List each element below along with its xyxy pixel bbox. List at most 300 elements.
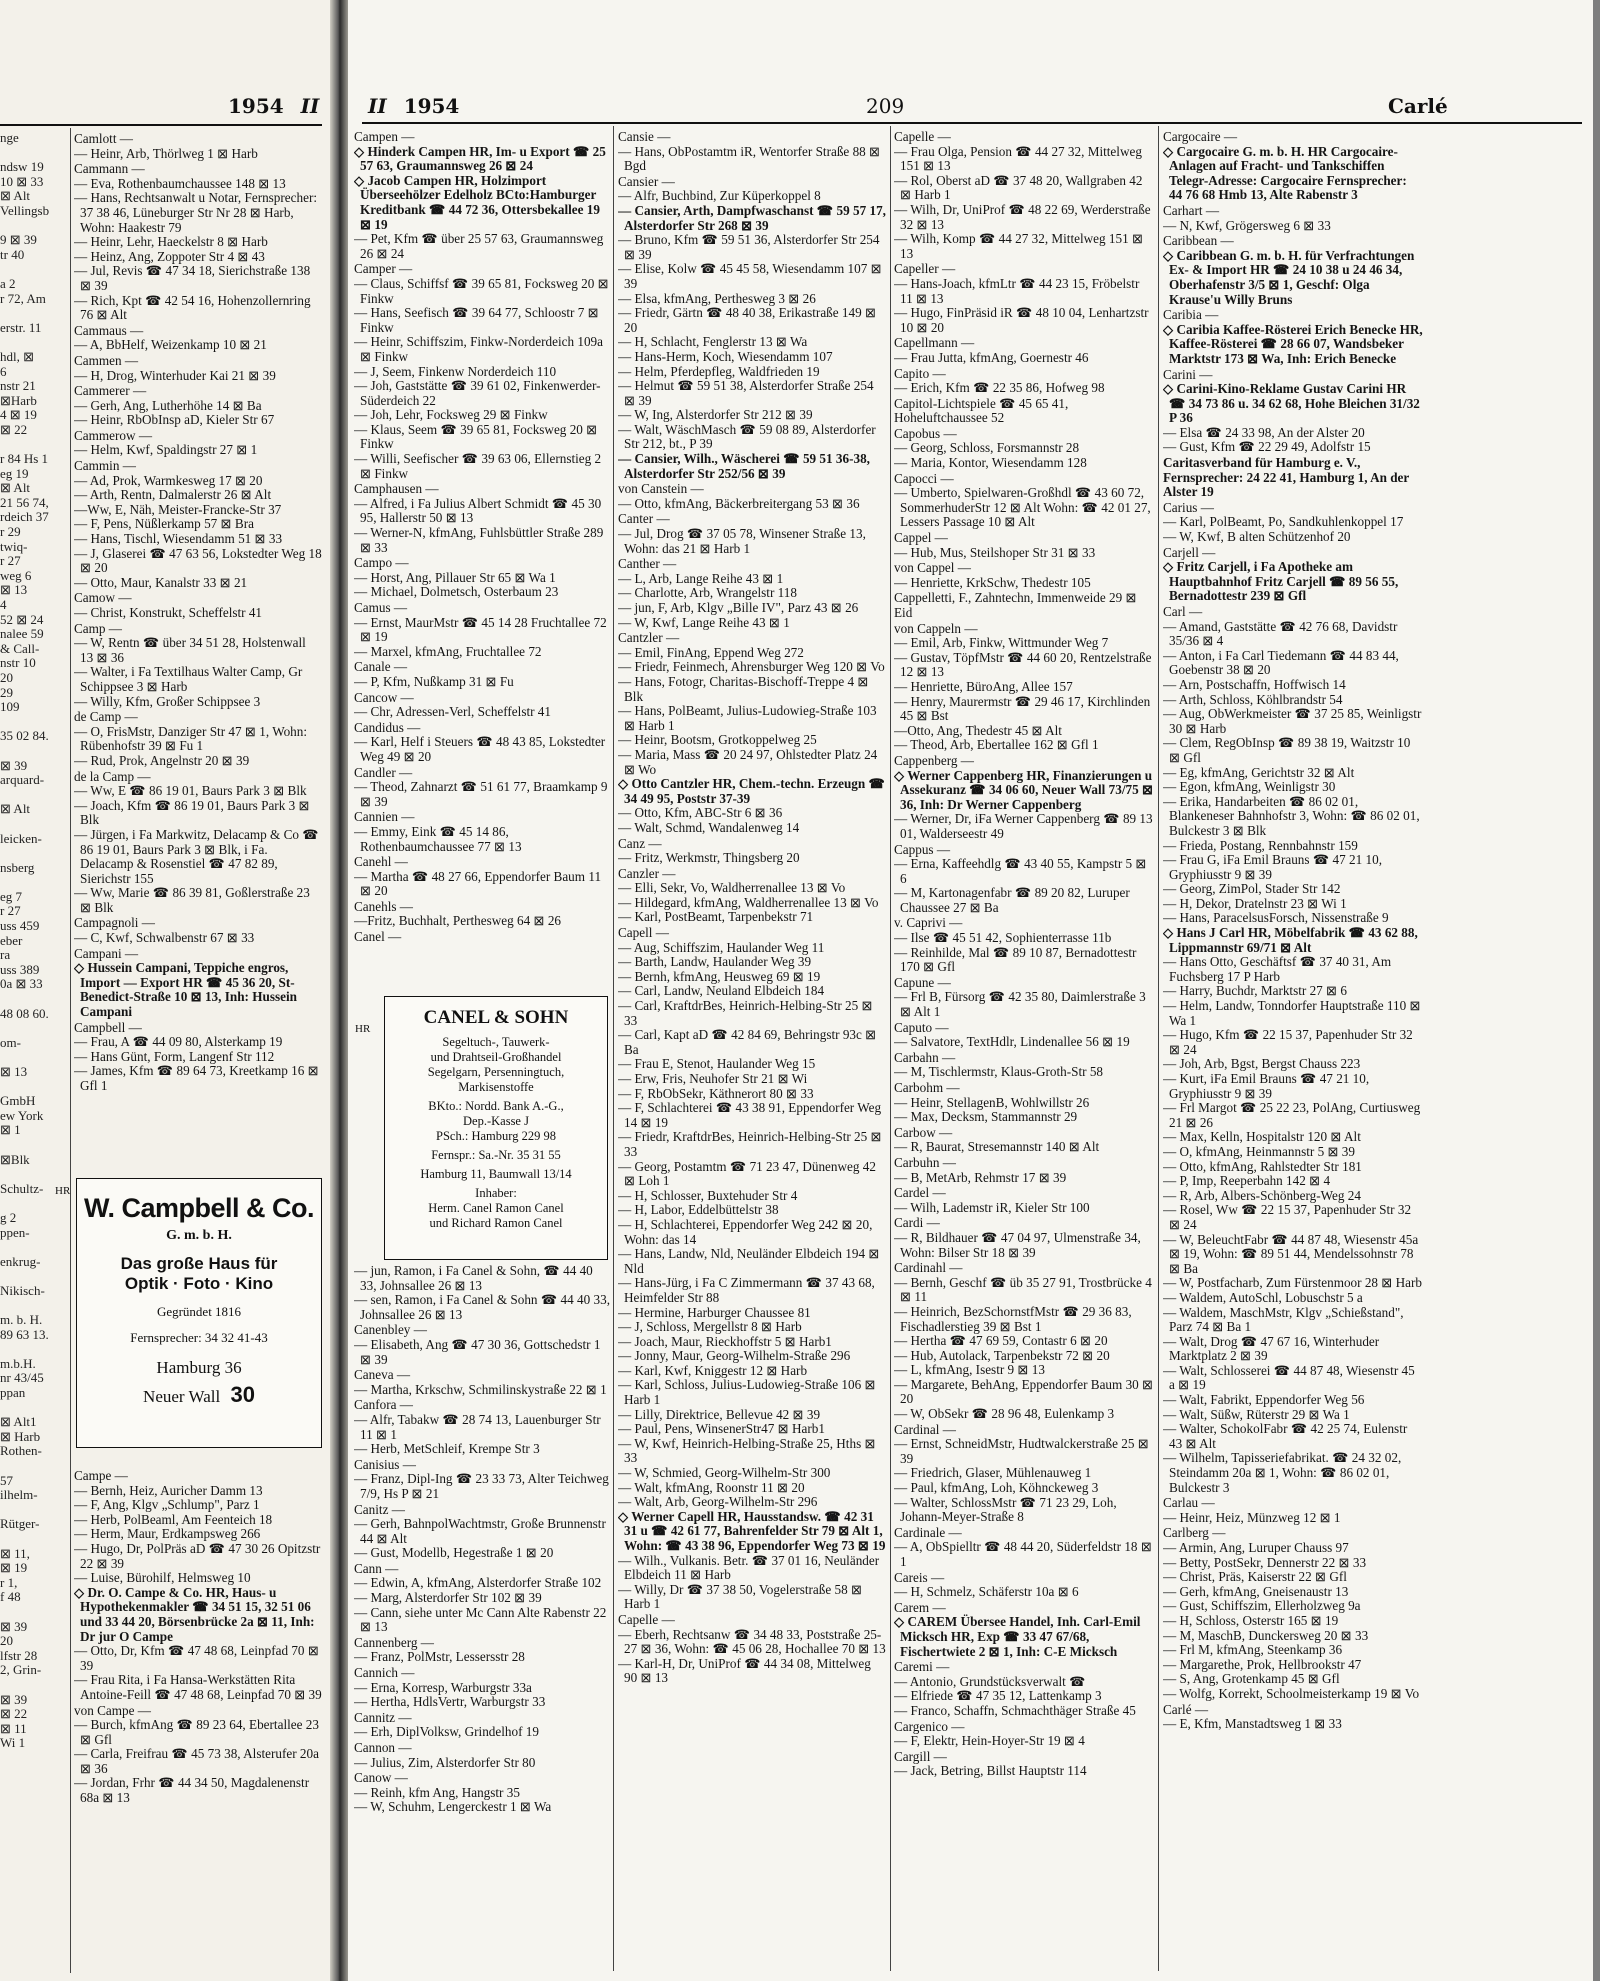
directory-entry: Campani — (74, 945, 139, 961)
directory-entry: Campagnoli — (74, 915, 155, 931)
stub-line (0, 715, 66, 730)
stub-line: nstr 10 (0, 655, 36, 671)
directory-entry: — H, Schmelz, Schäferstr 10a ⊠ 6 (894, 1584, 1079, 1600)
stub-line: g 2 (0, 1209, 17, 1225)
directory-entry: — Georg, Postamtm ☎ 71 23 47, Dünenweg 42 ⊠ Loh 1 (618, 1158, 876, 1189)
directory-entry: — H, Schlosser, Buxtehuder Str 4 (618, 1187, 798, 1203)
directory-entry: — Antonio, Grundstücksverwalt ☎ (894, 1673, 1086, 1689)
directory-entry: — Egon, kfmAng, Weinligstr 30 (1163, 779, 1336, 795)
directory-entry: — Margarethe, Prok, Hellbrookstr 47 (1163, 1656, 1362, 1672)
stub-line: 9 ⊠ 39 (0, 232, 37, 248)
directory-entry: — Frl M, kfmAng, Steenkamp 36 (1163, 1642, 1343, 1658)
stub-line: 89 63 13. (0, 1326, 49, 1342)
stub-line: ⊠ 13 (0, 582, 28, 598)
directory-entry: — Jack, Betring, Billst Hauptstr 114 (894, 1763, 1087, 1779)
canel-address: Hamburg 11, Baumwall 13/14 (420, 1167, 572, 1181)
stub-line: Rütger- (0, 1516, 40, 1532)
directory-entry: — Wilh, Dr, UniProf ☎ 48 22 69, Werderstraße 32 ⊠ 13 (894, 201, 1151, 232)
directory-entry: —Otto, Ang, Thedestr 45 ⊠ Alt (894, 722, 1062, 738)
directory-entry: — Gerh, BahnpolWachtmstr, Große Brunnenstr 44 ⊠ Alt (354, 1516, 606, 1546)
stub-line: 35 02 84. (0, 728, 49, 744)
directory-entry: — Theod, Zahnarzt ☎ 51 61 77, Braamkamp 9 ⊠ 39 (354, 779, 608, 809)
campbell-tagline-2: Optik · Foto · Kino (124, 1274, 274, 1293)
column-divider-2 (890, 126, 891, 1971)
directory-entry: — Otto, kfmAng, Bäckerbreitergang 53 ⊠ 36 (618, 495, 860, 511)
directory-entry: — Hans, PolBeamt, Julius-Ludowieg-Straße 103 ⊠ Harb 1 (618, 703, 877, 733)
directory-entry: — Cann, siehe unter Mc Cann Alte Rabenstr 22 ⊠ 13 (354, 1604, 607, 1635)
directory-entry: — Emmy, Eink ☎ 45 14 86, Rothenbaumchaussee 77 ⊠ 13 (354, 823, 522, 854)
stub-line: 48 08 60. (0, 1005, 49, 1021)
directory-entry: v. Caprivi — (894, 915, 963, 931)
directory-entry: — jun, F, Arb, Klgv „Bille IV", Parz 43 ⊠ 26 (618, 600, 859, 615)
directory-entry: Carini — (1163, 366, 1213, 382)
directory-entry: Canel — (354, 929, 402, 945)
directory-entry: Caputo — (894, 1019, 949, 1035)
directory-entry: — Henriette, BüroAng, Allee 157 (894, 678, 1073, 694)
directory-entry: — Bruno, Kfm ☎ 59 51 36, Alsterdorfer Str 254 ⊠ 39 (618, 232, 880, 262)
directory-entry: — Eg, kfmAng, Gerichtstr 32 ⊠ Alt (1163, 764, 1355, 780)
left-header-rule (0, 124, 322, 126)
catchword: Carlé (1388, 94, 1448, 118)
directory-entry: Camow — (74, 590, 132, 606)
directory-entry: — Walt, WäschMasch ☎ 59 08 89, Alsterdorfer Str 212, bt., P 39 (618, 421, 876, 452)
directory-entry: Cannien — (354, 809, 415, 825)
directory-entry: — Marxel, kfmAng, Fruchtallee 72 (354, 643, 542, 659)
directory-entry: — Hans, Rechtsanwalt u Notar, Fernsprecher: 37 38 46, Lüneburger Str Nr 28 ⊠ Harb, Wohn: Haakestr 79 (74, 190, 318, 235)
directory-entry: — Julius, Zim, Alsterdorfer Str 80 (354, 1754, 536, 1770)
stub-line: leicken- (0, 830, 42, 846)
directory-entry: — S, Ang, Grotenkamp 45 ⊠ Gfl (1163, 1671, 1340, 1687)
directory-entry: — Frau Rita, i Fa Hansa-Werkstätten Rita Antoine-Feill ☎ 47 48 68, Leinpfad 70 ⊠ 39 (74, 1672, 322, 1702)
directory-entry: — R, Bildhauer ☎ 47 04 97, Ulmenstraße 34, Wohn: Bilser Str 18 ⊠ 39 (894, 1229, 1141, 1260)
directory-entry: — Lilly, Direktrice, Bellevue 42 ⊠ 39 (618, 1406, 821, 1422)
directory-entry: Cammin — (74, 458, 136, 474)
directory-entry: — Barth, Landw, Haulander Weg 39 (618, 954, 812, 970)
directory-entry: — Karl, Kwf, Kniggestr 12 ⊠ Harb (618, 1362, 808, 1378)
directory-entry: ◇ Fritz Carjell, i Fa Apotheke am Hauptbahnhof Fritz Carjell ☎ 89 56 55, Bernadottestr 239 ⊠ Gfl (1163, 559, 1399, 604)
directory-entry: — Luise, Bürohilf, Helmsweg 10 (74, 1570, 251, 1586)
directory-entry: — Carla, Freifrau ☎ 45 73 38, Alsterufer 20a ⊠ 36 (74, 1746, 319, 1776)
stub-line: GmbH (0, 1093, 36, 1109)
directory-entry: — Walt, kfmAng, Roonstr 11 ⊠ 20 (618, 1479, 805, 1495)
directory-entry: — Armin, Ang, Luruper Chauss 97 (1163, 1540, 1349, 1555)
directory-entry: — Jordan, Frhr ☎ 44 34 50, Magdalenenstr 68a ⊠ 13 (74, 1775, 310, 1806)
directory-entry: — Georg, Schloss, Forsmannstr 28 (894, 440, 1080, 456)
directory-entry: Campbell — (74, 1019, 142, 1035)
directory-entry: — Heinr, Bootsm, Grotkoppelweg 25 (618, 732, 817, 748)
directory-entry: — Ad, Prok, Warmkesweg 17 ⊠ 20 (74, 472, 263, 488)
directory-entry: — Alfred, i Fa Julius Albert Schmidt ☎ 45 30 95, Hallerstr 50 ⊠ 13 (354, 495, 602, 526)
directory-entry: — J, Glaserei ☎ 47 63 56, Lokstedter Weg 18 ⊠ 20 (74, 545, 322, 576)
directory-entry: Campe — (74, 1468, 128, 1483)
directory-entry: — Georg, ZimPol, Stader Str 142 (1163, 881, 1341, 897)
directory-entry: — Franz, Dipl-Ing ☎ 23 33 73, Alter Teichweg 7/9, Hs P ⊠ 21 (354, 1471, 609, 1501)
campbell-advertisement (55, 1178, 322, 1448)
directory-entry: — Joh, Gaststätte ☎ 39 61 02, Finkenwerder-Süderdeich 22 (354, 378, 601, 408)
directory-entry: — Erich, Kfm ☎ 22 35 86, Hofweg 98 (894, 380, 1105, 396)
directory-entry: — Hildegard, kfmAng, Waldherrenallee 13 ⊠ Vo (618, 894, 879, 910)
directory-entry: — James, Kfm ☎ 89 64 73, Kreetkamp 16 ⊠ Gfl 1 (74, 1063, 319, 1093)
directory-entry: — J, Seem, Finkenw Norderdeich 110 (354, 363, 557, 379)
directory-entry: — Rud, Prok, Angelnstr 20 ⊠ 39 (74, 752, 250, 768)
stub-line: nsberg (0, 859, 35, 875)
directory-entry: — W, Schmied, Georg-Wilhelm-Str 300 (618, 1465, 831, 1481)
directory-entry: Camphausen — (354, 481, 439, 497)
directory-entry: — Paul, Pens, WinsenerStr47 ⊠ Harb1 (618, 1421, 825, 1437)
stub-line: erstr. 11 (0, 319, 42, 335)
directory-entry: — Claus, Schiffsf ☎ 39 65 81, Focksweg 20 ⊠ Finkw (354, 275, 609, 306)
stub-line: f 48 (0, 1589, 21, 1605)
book-gutter (330, 0, 348, 1981)
directory-entry: ◇ Carini-Kino-Reklame Gustav Carini HR ☎ 34 73 86 u. 34 62 68, Hohe Bleichen 31/32 P 36 (1163, 381, 1420, 426)
directory-entry: — W, Kwf, Lange Reihe 43 ⊠ 1 (618, 614, 790, 630)
directory-entry: — Walt, Süßw, Rüterstr 29 ⊠ Wa 1 (1163, 1406, 1350, 1422)
stub-line (0, 1299, 66, 1314)
stub-line: ⊠ 11, (0, 1545, 30, 1561)
campbell-founded: Gegründet 1816 (156, 1304, 242, 1319)
canel-advertisement (355, 996, 608, 1260)
stub-line (0, 1459, 66, 1474)
stub-line (0, 1050, 66, 1065)
directory-entry: Capobus — (894, 425, 957, 441)
directory-entry: — A, BbHelf, Weizenkamp 10 ⊠ 21 (74, 337, 267, 353)
directory-entry: — F, Schlachterei ☎ 43 38 91, Eppendorfer Weg 14 ⊠ 19 (618, 1100, 882, 1130)
directory-entry: — Pet, Kfm ☎ über 25 57 63, Graumannsweg 26 ⊠ 24 (354, 231, 604, 261)
directory-entry: — W, Kwf, Heinrich-Helbing-Straße 25, Hths ⊠ 33 (618, 1435, 876, 1466)
directory-entry: — Salvatore, TextHdlr, Lindenallee 56 ⊠ 19 (894, 1034, 1130, 1050)
directory-entry: — Ernst, MaurMstr ☎ 45 14 28 Fruchtallee 72 ⊠ 19 (354, 614, 607, 645)
directory-entry: — Max, Decksm, Stammannstr 29 (894, 1109, 1078, 1125)
stub-line: 4 (0, 597, 7, 612)
stub-line: Wi 1 (0, 1735, 26, 1751)
directory-entry: — Erh, DiplVolksw, Grindelhof 19 (354, 1724, 539, 1740)
directory-entry: — Harry, Buchdr, Marktstr 27 ⊠ 6 (1163, 983, 1347, 999)
stub-line (0, 1080, 66, 1095)
campbell-city: Hamburg 36 (156, 1358, 242, 1377)
stub-line: nstr 21 (0, 378, 36, 394)
directory-entry: Cargenico — (894, 1718, 965, 1734)
directory-entry: ◇ Hussein Campani, Teppiche engros, Import — Export HR ☎ 45 36 20, St-Benedict-Straße 10 ⊠ 13, Inh: Hussein Campani (74, 960, 297, 1020)
stub-line: nge (0, 131, 19, 145)
stub-line: ra (0, 947, 11, 963)
directory-entry: Carbuhn — (894, 1154, 956, 1170)
directory-entry: — Hugo, Dr, PolPräs aD ☎ 47 30 26 Opitzstr 22 ⊠ 39 (74, 1540, 321, 1571)
directory-entry: Cargocaire — (1163, 129, 1238, 144)
stub-line: ⊠Blk (0, 1151, 30, 1167)
directory-entry: — Frau G, iFa Emil Brauns ☎ 47 21 10, Gryphiusstr 9 ⊠ 39 (1163, 852, 1382, 882)
directory-entry: Cappelletti, F., Zahntechn, Immenweide 29 ⊠ Eid (894, 590, 1137, 620)
directory-entry: — Martha ☎ 48 27 66, Eppendorfer Baum 11 ⊠ 20 (354, 868, 602, 899)
directory-entry: — Umberto, Spielwaren-Großhdl ☎ 43 60 72, SommerhuderStr 12 ⊠ Alt Wohn: ☎ 42 01 27, Lessers Passage 10 ⊠ Alt (894, 485, 1151, 530)
directory-entry: — Wolfg, Korrekt, Schoolmeisterkamp 19 ⊠ Vo (1163, 1685, 1420, 1701)
directory-entry: Capito — (894, 365, 946, 381)
directory-entry: — Cansier, Wilh., Wäscherei ☎ 59 51 36-38, Alsterdorfer Str 252/56 ⊠ 39 (618, 451, 870, 481)
directory-entry: ◇ Caribbean G. m. b. H. für Verfrachtungen Ex- & Import HR ☎ 24 10 38 u 24 46 34, Oberhafenstr 3/5 ⊠ 1, Geschf: Olga Krause'u Willy Bruns (1163, 247, 1415, 307)
directory-entry: — Paul, kfmAng, Loh, Köhnckeweg 3 (894, 1480, 1099, 1496)
directory-entry: ◇ Cargocaire G. m. b. H. HR Cargocaire-Anlagen auf Fracht- und Tankschiffen Telegr-Adresse: Cargocaire Fernsprecher: 44 76 68 Hmb 13, Alte Rabenstr 3 (1163, 143, 1407, 203)
directory-entry: — F, Elektr, Hein-Hoyer-Str 19 ⊠ 4 (894, 1733, 1085, 1749)
directory-entry: — Wilhelm, Tapisseriefabrikat. ☎ 24 32 02, Steindamm 20a ⊠ 1, Wohn: ☎ 86 02 01, Bulckestr 3 (1163, 1450, 1402, 1495)
directory-entry: Cammann — (74, 161, 145, 177)
stub-line: m. b. H. (0, 1312, 43, 1328)
stub-line: ⊠ 39 (0, 1618, 28, 1634)
directory-entry: — R, Arb, Albers-Schönberg-Weg 24 (1163, 1187, 1361, 1203)
directory-entry: — P, Imp, Reeperbahn 142 ⊠ 4 (1163, 1173, 1331, 1189)
directory-entry: — Ilse ☎ 45 51 42, Sophienterrasse 11b (894, 930, 1112, 946)
directory-entry: — Hermine, Harburger Chaussee 81 (618, 1304, 811, 1320)
directory-entry: — Hub, Mus, Steilshoper Str 31 ⊠ 33 (894, 544, 1096, 560)
directory-entry: Cardinal — (894, 1421, 956, 1437)
directory-entry: — Frieda, Postang, Rennbahnstr 159 (1163, 837, 1358, 853)
stub-line: uss 389 (0, 961, 40, 977)
stub-line: 10 ⊠ 33 (0, 173, 44, 189)
stub-line: nr 43/45 (0, 1370, 44, 1386)
directory-entry: — Cansier, Arth, Dampfwaschanst ☎ 59 57 17, Alsterdorfer Str 268 ⊠ 39 (618, 202, 886, 233)
stub-line: 109 (0, 699, 20, 715)
directory-entry: — Frau Jutta, kfmAng, Goernestr 46 (894, 349, 1089, 365)
directory-entry: — Friedrich, Glaser, Mühlenauweg 1 (894, 1465, 1092, 1481)
directory-entry: Carlé — (1163, 1701, 1209, 1717)
stub-line: ⊠ 39 (0, 1691, 28, 1707)
stub-line (0, 875, 66, 890)
directory-entry: — Elsa, kfmAng, Perthesweg 3 ⊠ 26 (618, 290, 816, 306)
directory-entry: Capocci — (894, 470, 954, 486)
directory-entry: — Elisabeth, Ang ☎ 47 30 36, Gottschedstr 1 ⊠ 39 (354, 1336, 601, 1367)
stub-line (0, 1167, 66, 1182)
directory-entry: — Frau, A ☎ 44 09 80, Alsterkamp 19 (74, 1034, 283, 1050)
directory-entry: — Arth, Schloss, Köhlbrandstr 54 (1163, 691, 1343, 707)
right-page-header-left (368, 94, 459, 118)
campbell-name: W. Campbell & Co. (83, 1193, 315, 1223)
directory-entry: — P, Kfm, Nußkamp 31 ⊠ Fu (354, 673, 514, 689)
directory-entry: Canter — (618, 511, 670, 527)
directory-entry: Canz — (618, 835, 662, 851)
directory-entry: — Walt, Drog ☎ 47 67 16, Winterhuder Marktplatz 2 ⊠ 39 (1163, 1333, 1380, 1364)
canel-line-2: und Drahtseil-Großhandel (430, 1050, 562, 1064)
directory-entry: — M, MaschB, Dunckersweg 20 ⊠ 33 (1163, 1627, 1369, 1643)
directory-entry: — Theod, Arb, Ebertallee 162 ⊠ Gfl 1 (894, 737, 1099, 753)
stub-line (0, 1138, 66, 1153)
directory-entry: Capeller — (894, 261, 956, 277)
directory-entry: — Bernh, Geschf ☎ üb 35 27 91, Trostbrücke 4 ⊠ 11 (894, 1274, 1152, 1305)
stub-line: ⊠ 13 (0, 1064, 28, 1079)
stub-line (0, 437, 66, 452)
canel-owners-2: und Richard Ramon Canel (429, 1216, 563, 1230)
stub-line (0, 1240, 66, 1255)
directory-entry: Camp — (74, 620, 122, 636)
directory-entry: Canenbley — (354, 1322, 427, 1338)
directory-entry: ◇ Otto Cantzler HR, Chem.-techn. Erzeugn ☎ 34 49 95, Poststr 37-39 (618, 776, 885, 806)
stub-line: 57 (0, 1472, 13, 1488)
directory-entry: — H, Drog, Winterhuder Kai 21 ⊠ 39 (74, 367, 276, 383)
directory-entry: — Hans, Seefisch ☎ 39 64 77, Schloostr 7 ⊠ Finkw (354, 305, 599, 335)
directory-entry: Camlott — (74, 131, 133, 146)
stub-line: ⊠ 11 (0, 1720, 27, 1736)
directory-entry: — Arn, Postschaffn, Hoffwisch 14 (1163, 676, 1346, 692)
directory-entry: Cansier — (618, 173, 675, 189)
stub-line: ⊠ 39 (0, 757, 28, 773)
directory-entry: — Michael, Dolmetsch, Osterbaum 23 (354, 584, 559, 600)
stub-line (0, 306, 66, 321)
directory-entry: — Erna, Kaffeehdlg ☎ 43 40 55, Kampstr 5 ⊠ 6 (894, 856, 1147, 886)
directory-entry: Carbahn — (894, 1049, 956, 1065)
directory-entry: — Willy, Dr ☎ 37 38 50, Vogelerstraße 58 ⊠ Harb 1 (618, 1581, 863, 1612)
stub-line: Rothen- (0, 1443, 42, 1459)
directory-entry: — Betty, PostSekr, Dennerstr 22 ⊠ 33 (1163, 1554, 1367, 1570)
directory-entry: Canzler — (618, 865, 676, 881)
directory-entry: Capune — (894, 974, 951, 990)
directory-entry: Capellmann — (894, 335, 975, 351)
directory-entry: Capitol-Lichtspiele ☎ 45 65 41, Hoheluftchaussee 52 (894, 395, 1069, 426)
campbell-tagline-1: Das große Haus für (120, 1254, 278, 1273)
stub-line: 20 (0, 669, 13, 685)
column-2-entries (354, 129, 610, 986)
directory-entry: — Horst, Ang, Pillauer Str 65 ⊠ Wa 1 (354, 569, 556, 585)
directory-entry: — H, Schlachterei, Eppendorfer Weg 242 ⊠ 20, Wohn: das 14 (618, 1216, 873, 1247)
directory-entry: — Otto, kfmAng, Rahlstedter Str 181 (1163, 1158, 1362, 1174)
directory-entry: — Walt, Schlosserei ☎ 44 87 48, Wiesenstr 45 a ⊠ 19 (1163, 1362, 1415, 1393)
stub-line: eg 7 (0, 888, 23, 904)
directory-entry: — Hugo, Kfm ☎ 22 15 37, Papenhuder Str 32 ⊠ 24 (1163, 1027, 1413, 1057)
directory-entry: — Gust, Schiffszim, Ellerholzweg 9a (1163, 1598, 1361, 1614)
directory-entry: — Clem, RegObInsp ☎ 89 38 19, Waitzstr 10 ⊠ Gfl (1163, 735, 1411, 765)
directory-entry: — Walt, Schmd, Wandalenweg 14 (618, 819, 800, 835)
directory-entry: — jun, Ramon, i Fa Canel & Sohn, ☎ 44 40 33, Johnsallee 26 ⊠ 13 (354, 1264, 593, 1293)
directory-entry: Canehl — (354, 854, 408, 870)
directory-entry: — Kurt, iFa Emil Brauns ☎ 47 21 10, Gryphiusstr 9 ⊠ 39 (1163, 1071, 1370, 1101)
directory-entry: — sen, Ramon, i Fa Canel & Sohn ☎ 44 40 33, Johnsallee 26 ⊠ 13 (354, 1292, 610, 1322)
stub-line: ⊠ Alt (0, 188, 31, 204)
directory-entry: — Reinh, kfm Ang, Hangstr 35 (354, 1784, 520, 1800)
directory-entry: — W, ObSekr ☎ 28 96 48, Eulenkamp 3 (894, 1406, 1115, 1422)
directory-entry: — H, Schlacht, Fenglerstr 13 ⊠ Wa (618, 334, 808, 350)
directory-entry: — Eva, Rothenbaumchaussee 148 ⊠ 13 (74, 175, 286, 191)
directory-entry: Canfora — (354, 1397, 413, 1413)
directory-entry: — Helm, Kwf, Spaldingstr 27 ⊠ 1 (74, 442, 258, 458)
column-divider-1 (613, 126, 614, 1971)
stub-line: r 29 (0, 524, 21, 540)
directory-entry: — Alfr, Buchbind, Zur Küperkoppel 8 (618, 188, 821, 204)
directory-entry: ◇ Caribia Kaffee-Rösterei Erich Benecke HR, Kaffee-Rösterei ☎ 28 66 07, Wandsbeker Marktstr 173 ⊠ Wa, Inh: Erich Benecke (1163, 321, 1423, 366)
directory-entry: — Franco, Schaffn, Schmachthäger Straße 45 (894, 1702, 1136, 1718)
directory-entry: — Frau Olga, Pension ☎ 44 27 32, Mittelweg 151 ⊠ 13 (894, 143, 1142, 174)
stub-line: ew York (0, 1107, 44, 1123)
directory-entry: — Willi, Seefischer ☎ 39 63 06, Ellernstieg 2 ⊠ Finkw (354, 451, 602, 481)
directory-entry: von Campe — (74, 1702, 151, 1718)
directory-entry: — Walt, Fabrikt, Eppendorfer Weg 56 (1163, 1392, 1365, 1408)
directory-entry: — Heinz, Ang, Zoppoter Str 4 ⊠ 43 (74, 248, 265, 264)
stub-line: ndsw 19 (0, 159, 44, 175)
directory-entry: — Werner, Dr, iFa Werner Cappenberg ☎ 89 13 01, Walderseestr 49 (894, 811, 1153, 841)
page-number: 209 (866, 94, 905, 118)
stub-line: om- (0, 1034, 21, 1050)
directory-entry: — Otto, Maur, Kanalstr 33 ⊠ 21 (74, 574, 248, 590)
directory-entry: — F, Ang, Klgv „Schlump", Parz 1 (74, 1497, 260, 1513)
directory-entry: — N, Kwf, Grögersweg 6 ⊠ 33 (1163, 217, 1331, 233)
directory-entry: Candidus — (354, 719, 421, 735)
directory-entry: — Charlotte, Arb, Wrangelstr 118 (618, 585, 797, 601)
directory-entry: Carbow — (894, 1124, 953, 1140)
stub-line: r 72, Am (0, 290, 46, 306)
directory-entry: Cardinale — (894, 1524, 962, 1540)
directory-entry: — Helm, Landw, Tonndorfer Hauptstraße 110 ⊠ Wa 1 (1163, 998, 1421, 1028)
directory-entry: — Margarete, BehAng, Eppendorfer Baum 30 ⊠ 20 (894, 1376, 1154, 1407)
directory-entry: — Hertha ☎ 47 69 59, Contastr 6 ⊠ 20 (894, 1333, 1108, 1349)
directory-entry: — Waldem, AutoSchl, Lobuschstr 5 a (1163, 1289, 1363, 1305)
directory-entry: — Otto, Dr, Kfm ☎ 47 48 68, Leinpfad 70 ⊠ 39 (74, 1643, 319, 1673)
directory-entry: — Hans, Fotogr, Charitas-Bischoff-Treppe 4 ⊠ Blk (618, 673, 869, 704)
directory-entry: — Ww, E ☎ 86 19 01, Baurs Park 3 ⊠ Blk (74, 783, 307, 799)
directory-entry: — Chr, Adressen-Verl, Scheffelstr 41 (354, 704, 551, 720)
directory-entry: — Gerh, kfmAng, Gneisenaustr 13 (1163, 1583, 1349, 1599)
directory-entry: — Emil, Arb, Finkw, Wittmunder Weg 7 (894, 635, 1109, 651)
stub-line (0, 1401, 66, 1416)
directory-entry: — M, Tischlermstr, Klaus-Groth-Str 58 (894, 1064, 1104, 1080)
directory-entry: — Maria, Mass ☎ 20 24 97, Ohlstedter Platz 24 ⊠ Wo (618, 746, 878, 777)
stub-line: r 27 (0, 553, 21, 569)
directory-entry: — Gust, Modellb, Hegestraße 1 ⊠ 20 (354, 1545, 554, 1561)
column-3-entries (618, 129, 886, 1974)
directory-entry: — A, ObSpielltr ☎ 48 44 20, Süderfeldstr 18 ⊠ 1 (894, 1539, 1152, 1569)
stub-line: 52 ⊠ 24 (0, 611, 44, 627)
directory-entry: — Herm, Maur, Erdkampsweg 266 (74, 1526, 261, 1542)
directory-entry: Cancow — (354, 689, 414, 705)
directory-entry: — Anton, i Fa Carl Tiedemann ☎ 44 83 44, Goebenstr 38 ⊠ 20 (1163, 647, 1399, 678)
stub-line (0, 817, 66, 832)
directory-entry: Caribbean — (1163, 233, 1234, 249)
directory-entry: —Fritz, Buchhalt, Perthesweg 64 ⊠ 26 (354, 913, 562, 929)
directory-entry: Caritasverband für Hamburg e. V., Fernsprecher: 24 22 41, Hamburg 1, An der Alster 19 (1163, 455, 1410, 500)
directory-entry: de Camp — (74, 709, 138, 725)
directory-entry: — Burch, kfmAng ☎ 89 23 64, Ebertallee 23 ⊠ Gfl (74, 1717, 319, 1747)
directory-entry: de la Camp — (74, 768, 151, 784)
directory-entry: ◇ Hinderk Campen HR, Im- u Export ☎ 25 57 63, Graumannsweg 26 ⊠ 24 (354, 143, 606, 174)
directory-entry: — Gerh, Ang, Lutherhöhe 14 ⊠ Ba (74, 397, 262, 413)
directory-entry: — Gustav, TöpfMstr ☎ 44 60 20, Rentzelstraße 12 ⊠ 13 (894, 649, 1152, 680)
directory-entry: — Wilh, Komp ☎ 44 27 32, Mittelweg 151 ⊠ 13 (894, 231, 1144, 261)
directory-entry: Canisius — (354, 1456, 416, 1472)
stub-line: ⊠ 22 (0, 421, 28, 437)
directory-entry: — L, Arb, Lange Reihe 43 ⊠ 1 (618, 570, 784, 586)
directory-entry: — Bernh, kfmAng, Heusweg 69 ⊠ 19 (618, 968, 821, 984)
directory-entry: — Rosel, Ww ☎ 22 15 37, Papenhuder Str 32 ⊠ 24 (1163, 1202, 1412, 1232)
directory-entry: — Elise, Kolw ☎ 45 45 58, Wiesendamm 107 ⊠ 39 (618, 261, 882, 291)
directory-entry: Campo — (354, 555, 409, 571)
directory-entry: Canther — (618, 556, 677, 572)
directory-entry: Carlberg — (1163, 1525, 1226, 1541)
directory-entry: — Joach, Kfm ☎ 86 19 01, Baurs Park 3 ⊠ Blk (74, 797, 310, 828)
stub-line (0, 1678, 66, 1693)
directory-entry: — Karl, PolBeamt, Po, Sandkuhlenkoppel 17 (1163, 514, 1404, 530)
directory-entry: Cantzler — (618, 630, 680, 646)
canel-line-1: Segeltuch-, Tauwerk- (442, 1035, 550, 1049)
directory-entry: Cannon — (354, 1740, 412, 1755)
stub-line: Nikisch- (0, 1282, 45, 1298)
stub-line: rdeich 37 (0, 509, 49, 525)
directory-entry: Cappenberg — (894, 752, 974, 768)
stub-line (0, 1021, 66, 1036)
canel-hr-marker: HR (355, 1023, 371, 1035)
stub-line: nalee 59 (0, 626, 44, 642)
directory-entry: — Heinr, Schiffszim, Finkw-Norderdeich 109a ⊠ Finkw (354, 334, 604, 364)
directory-entry: Canow — (354, 1770, 408, 1786)
stub-line (0, 1196, 66, 1211)
right-header-rule (362, 122, 1582, 124)
stub-line: arquard- (0, 772, 45, 788)
stub-line: ⊠ 19 (0, 1560, 28, 1576)
directory-entry: — W, Schuhm, Lengerckestr 1 ⊠ Wa (354, 1799, 552, 1815)
directory-entry: — H, Schloss, Osterstr 165 ⊠ 19 (1163, 1612, 1339, 1628)
